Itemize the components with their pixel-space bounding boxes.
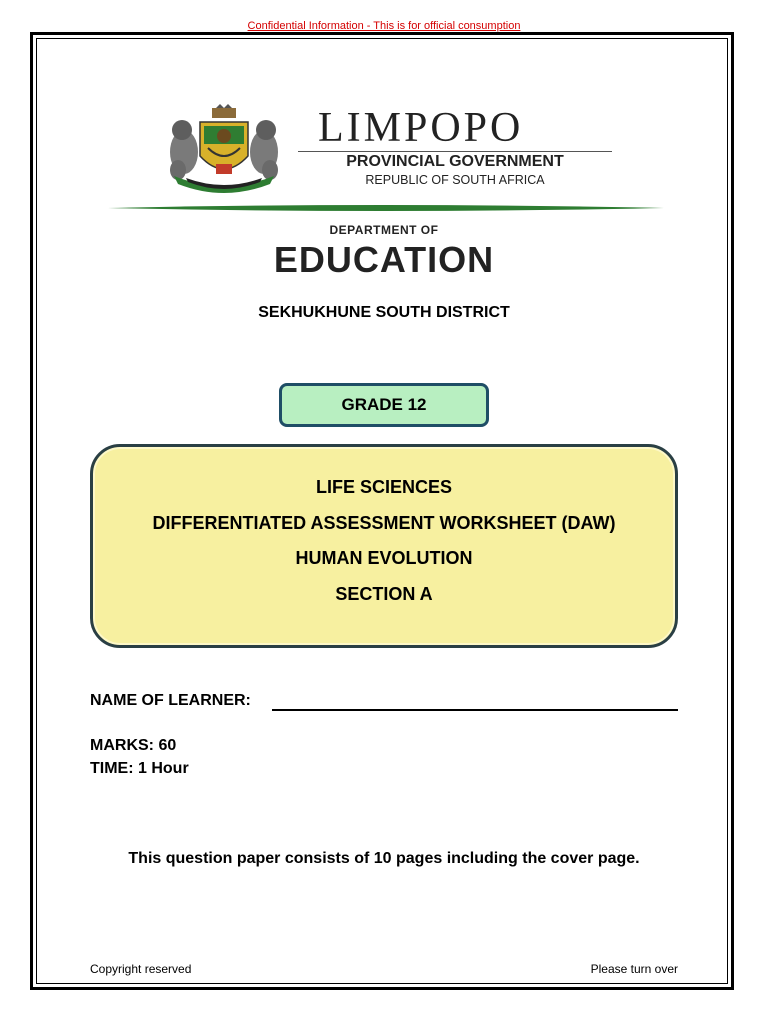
grade-badge: [279, 383, 489, 427]
learner-name-label: NAME OF LEARNER:: [90, 692, 251, 709]
learner-name-field[interactable]: [272, 709, 678, 711]
province-name: LIMPOPO: [318, 105, 524, 151]
time-label: TIME:: [90, 760, 134, 777]
department-prefix: DEPARTMENT OF: [329, 223, 439, 237]
marks-value: 60: [158, 737, 177, 754]
time-value: 1 Hour: [138, 760, 189, 777]
logo-divider: [298, 151, 612, 152]
time-row: [90, 760, 189, 778]
title-panel: [90, 444, 678, 648]
topic-title: HUMAN EVOLUTION: [295, 548, 473, 568]
subject-title: LIFE SCIENCES: [315, 477, 453, 497]
marks-row: [90, 737, 176, 755]
provincial-government-text: PROVINCIAL GOVERNMENT: [346, 153, 564, 170]
worksheet-title: DIFFERENTIATED ASSESSMENT WORKSHEET (DAW): [152, 513, 616, 533]
green-divider-line: [108, 203, 664, 213]
department-name: EDUCATION: [273, 239, 495, 280]
section-title: SECTION A: [335, 584, 433, 604]
turn-over-text: Please turn over: [590, 962, 678, 976]
page-count-note: This question paper consists of 10 pages including the cover page.: [128, 850, 640, 867]
district-name: SEKHUKHUNE SOUTH DISTRICT: [258, 304, 510, 321]
marks-label: MARKS:: [90, 737, 154, 754]
grade-label: GRADE 12: [341, 395, 427, 414]
republic-text: REPUBLIC OF SOUTH AFRICA: [365, 173, 545, 187]
coat-of-arms-icon: [160, 104, 288, 196]
confidential-notice: Confidential Information - This is for official consumption: [247, 20, 521, 32]
copyright-text: Copyright reserved: [90, 962, 192, 976]
